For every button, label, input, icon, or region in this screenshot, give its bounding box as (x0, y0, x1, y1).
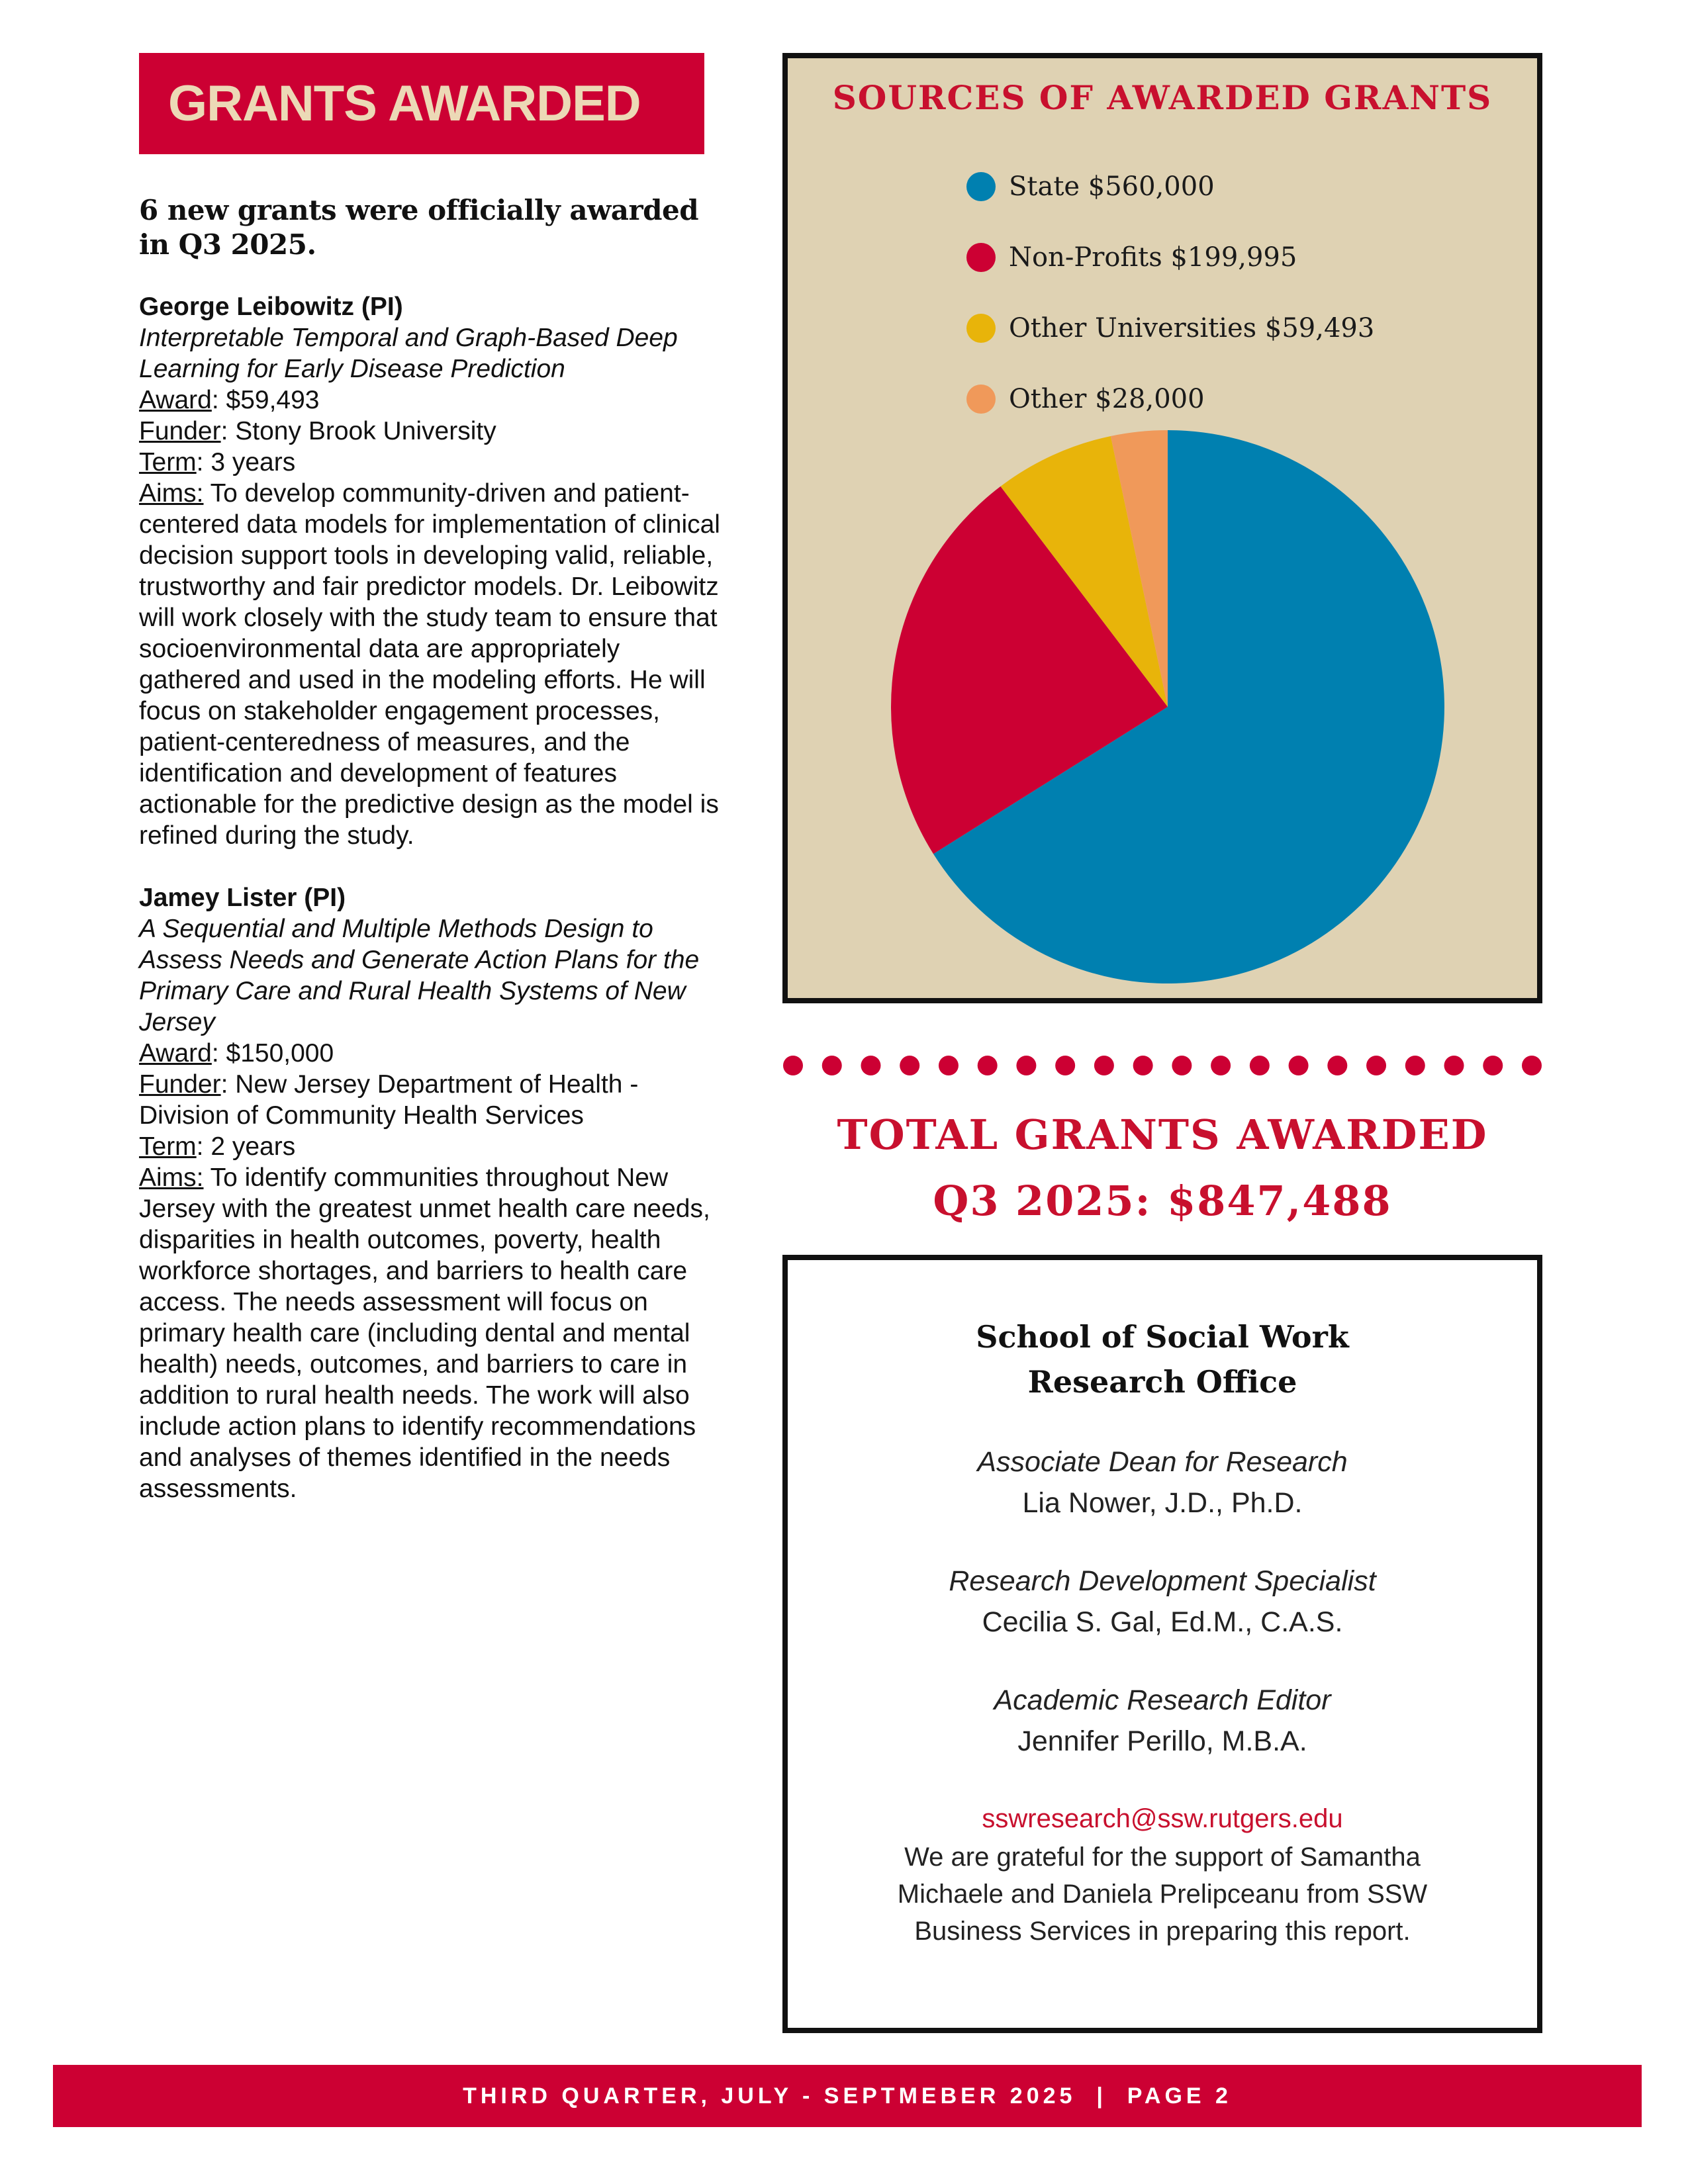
grant-pi: George Leibowitz (PI) (139, 293, 403, 321)
aims-value: To identify communities throughout New Jersey with the greatest unmet health care needs, disparities in health outcomes, poverty, health workforce shortages, and barriers to health care access. The needs assessment will focus on primary health care (including dental and mental health) needs, outcomes, and barriers to care in addition to rural health needs. The work will also include action plans to identify recommendations and analyses of themes identified in the needs assessments. (139, 1163, 710, 1503)
office-title-line1: School of Social Work (976, 1319, 1349, 1355)
divider-dot (1133, 1056, 1153, 1075)
page-footer (53, 2065, 1642, 2127)
legend-swatch (966, 172, 996, 201)
award-label: Award (139, 1039, 212, 1068)
divider-dot (1405, 1056, 1425, 1075)
staff-role: Academic Research Editor (994, 1684, 1331, 1716)
dotted-divider (782, 1052, 1542, 1079)
chart-legend (966, 151, 1374, 434)
divider-dot (978, 1056, 998, 1075)
funder-value: : New Jersey Department of Health - Division of Community Health Services (139, 1070, 639, 1130)
grant-title: A Sequential and Multiple Methods Design to Assess Needs and Generate Action Plans for the Primary Care and Rural Health Systems of New Jersey (139, 915, 700, 1036)
total-value: Q3 2025: $847,488 (933, 1177, 1392, 1225)
divider-dot (1483, 1056, 1503, 1075)
grants-column (139, 193, 722, 1535)
grant-title: Interpretable Temporal and Graph-Based Deep Learning for Early Disease Prediction (139, 324, 678, 383)
aims-value: To develop community-driven and patient-centered data models for implementation of clinical decision support tools in developing valid, reliable, trustworthy and fair predictor models. Dr. Leibowitz will work closely with the study team to ensure that socioenvironmental data are appropriately gathered and used in the modeling efforts. He will focus on stakeholder engagement processes, patient-centeredness of measures, and the identification and development of features actionable for the predictive design as the model is refined during the study. (139, 479, 720, 850)
section-title: GRANTS AWARDED (168, 75, 641, 132)
divider-dot (1172, 1056, 1192, 1075)
divider-dot (1055, 1056, 1075, 1075)
divider-dot (1094, 1056, 1114, 1075)
grant-aims (139, 1162, 722, 1504)
legend-label: State $560,000 (1009, 171, 1215, 202)
grant-award (139, 1038, 722, 1069)
staff-name: Lia Nower, J.D., Ph.D. (1022, 1487, 1303, 1519)
acknowledgement-text: We are grateful for the support of Samantha Michaele and Daniela Prelipceanu from SSW Business Services in preparing this report. (897, 1843, 1428, 1946)
grant-entry-1 (139, 291, 722, 851)
award-value: : $59,493 (211, 386, 320, 414)
legend-item-state (966, 151, 1374, 222)
grant-pi: Jamey Lister (PI) (139, 884, 346, 912)
aims-label: Aims: (139, 1163, 204, 1192)
divider-dot (861, 1056, 880, 1075)
section-title-banner (139, 53, 704, 154)
divider-dot (783, 1056, 803, 1075)
term-label: Term (139, 448, 197, 477)
divider-dot (1366, 1056, 1386, 1075)
term-label: Term (139, 1132, 197, 1161)
grant-aims (139, 478, 722, 851)
staff-role: Associate Dean for Research (977, 1446, 1348, 1478)
office-title (788, 1314, 1537, 1404)
divider-dot (1250, 1056, 1270, 1075)
divider-dot (1211, 1056, 1231, 1075)
legend-swatch (966, 314, 996, 343)
funder-value: : Stony Brook University (220, 417, 496, 445)
total-grants (782, 1102, 1542, 1234)
staff-name: Jennifer Perillo, M.B.A. (1017, 1725, 1307, 1757)
divider-dot (822, 1056, 842, 1075)
grant-funder (139, 416, 722, 447)
intro-text: 6 new grants were officially awarded in Q3 2025. (139, 194, 699, 261)
divider-dot (1016, 1056, 1036, 1075)
divider-dot (1327, 1056, 1347, 1075)
divider-dot (1289, 1056, 1309, 1075)
grant-entry-2 (139, 882, 722, 1504)
award-label: Award (139, 386, 212, 414)
divider-dot (939, 1056, 959, 1075)
aims-label: Aims: (139, 479, 204, 508)
grant-term (139, 447, 722, 478)
legend-item-non-profits (966, 222, 1374, 293)
term-value: : 3 years (196, 448, 296, 477)
legend-label: Other $28,000 (1009, 383, 1205, 414)
staff-role: Research Development Specialist (949, 1565, 1376, 1597)
footer-text: THIRD QUARTER, JULY - SEPTMEBER 2025 | PAGE 2 (463, 2083, 1232, 2109)
legend-label: Other Universities $59,493 (1009, 312, 1375, 343)
office-title-line2: Research Office (1027, 1364, 1297, 1400)
legend-swatch (966, 243, 996, 272)
contact-email-link[interactable]: sswresearch@ssw.rutgers.edu (982, 1804, 1343, 1833)
award-value: : $150,000 (211, 1039, 334, 1068)
funder-label: Funder (139, 1070, 221, 1099)
legend-item-other-universities (966, 293, 1374, 363)
sources-chart-panel (782, 53, 1542, 1003)
divider-dot (1522, 1056, 1542, 1075)
legend-item-other (966, 363, 1374, 434)
funder-label: Funder (139, 417, 221, 445)
research-office-panel (782, 1255, 1542, 2033)
legend-label: Non-Profits $199,995 (1009, 242, 1297, 273)
total-label: TOTAL GRANTS AWARDED (837, 1111, 1488, 1159)
term-value: : 2 years (196, 1132, 296, 1161)
divider-dot (1444, 1056, 1464, 1075)
pie-chart (890, 429, 1446, 985)
grant-funder (139, 1069, 722, 1131)
divider-dot (900, 1056, 919, 1075)
grant-term (139, 1131, 722, 1162)
legend-swatch (966, 385, 996, 414)
staff-name: Cecilia S. Gal, Ed.M., C.A.S. (982, 1606, 1343, 1638)
grant-award (139, 385, 722, 416)
chart-title: SOURCES OF AWARDED GRANTS (832, 78, 1493, 117)
